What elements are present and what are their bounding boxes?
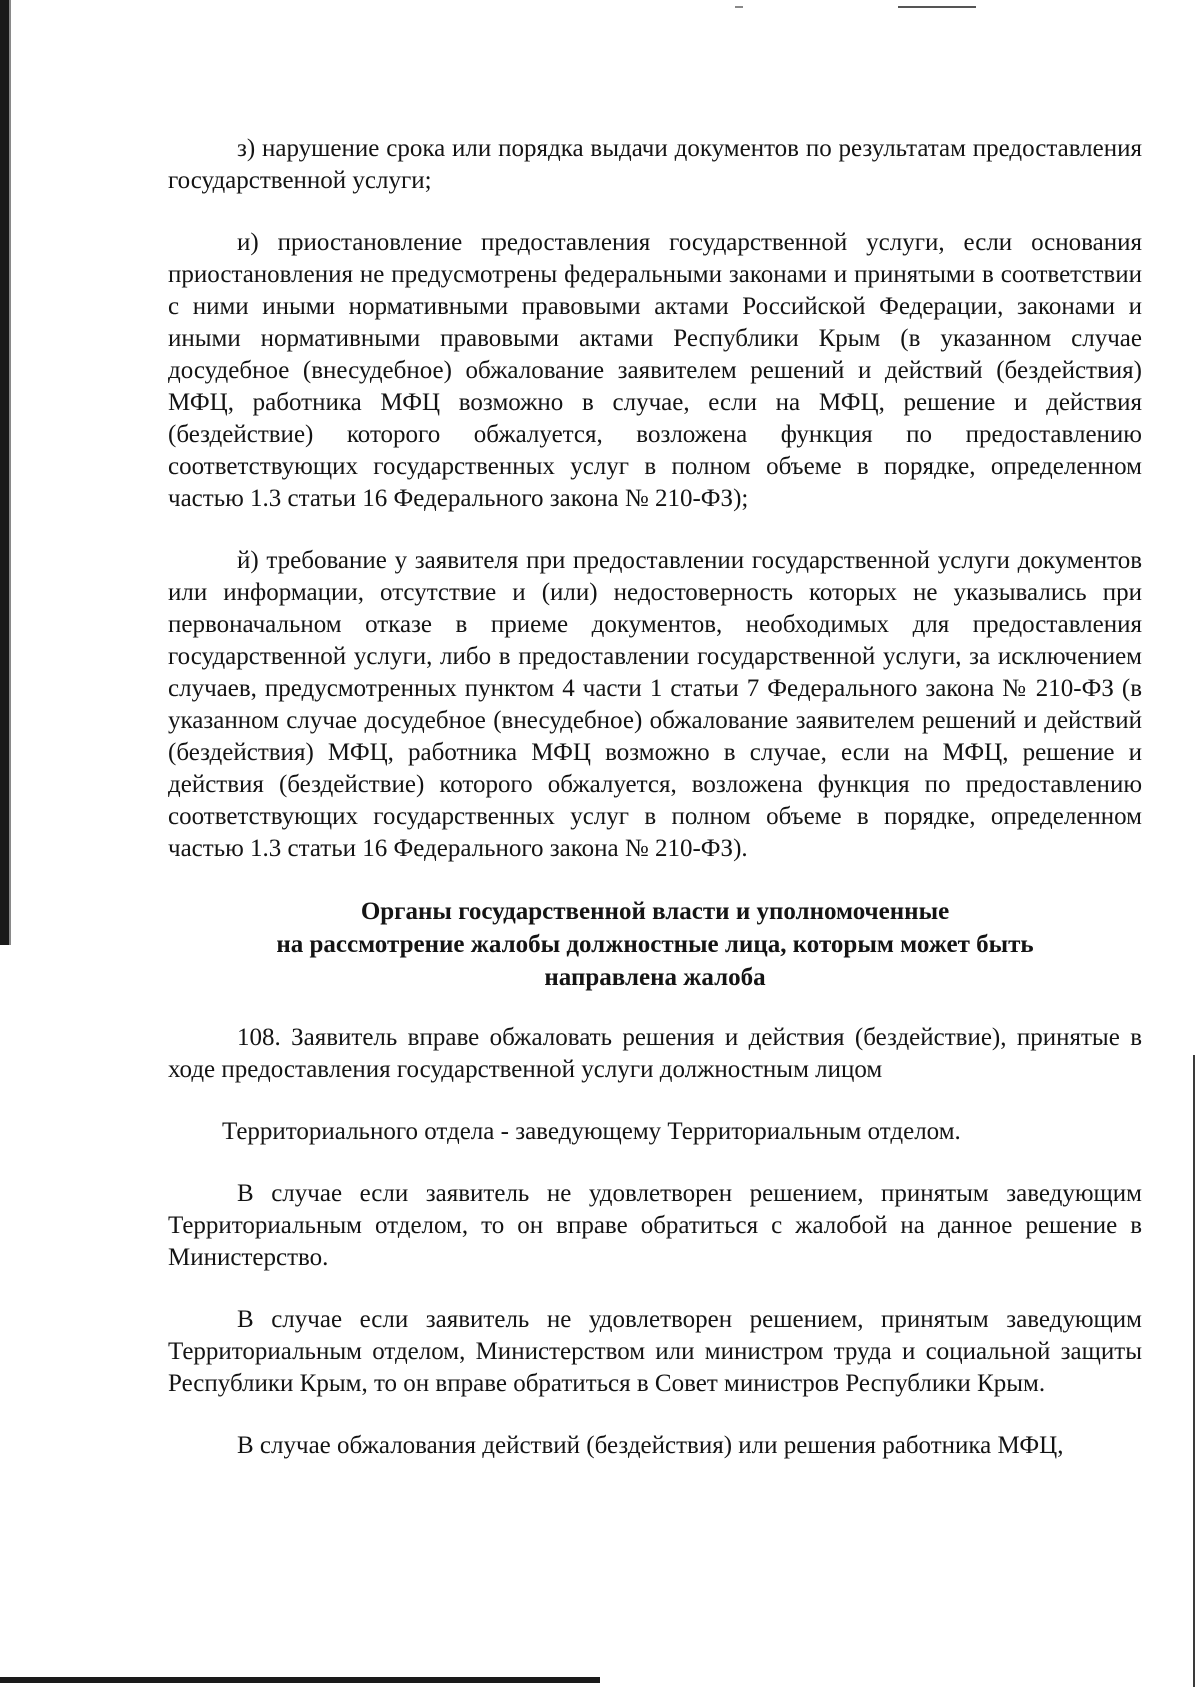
scan-edge-left [0, 0, 9, 945]
section-heading [168, 895, 1142, 994]
scan-edge-bottom [0, 1677, 600, 1683]
spacer [168, 994, 1142, 1022]
scan-edge-left-thin [9, 0, 11, 945]
paragraph-y: й) требование у заявителя при предоставлении государственной услуги документов или информации, отсутствие и (или) недостоверность которых не указывались при первоначальном отказе в приеме документов, необходимых для предоставления государственной услуги, либо в предоставлении государственной услуги, за исключением случаев, предусмотренных пунктом 4 части 1 статьи 7 Федерального закона № 210-ФЗ (в указанном случае досудебное (внесудебное) обжалование заявителем решений и действий (бездействия) МФЦ, работника МФЦ возможно в случае, если на МФЦ, решение и действия (бездействие) которого обжалуется, возложена функция по предоставлению соответствующих государственных услуг в полном объеме в порядке, определенном частью 1.3 статьи 16 Федерального закона № 210-ФЗ). [168, 547, 1142, 862]
heading-line-2: на рассмотрение жалобы должностные лица, которым может быть [276, 931, 1034, 958]
spacer [168, 1086, 1142, 1116]
heading-line-1: Органы государственной власти и уполномоченные [360, 898, 950, 925]
heading-line-3: направлена жалоба [544, 964, 766, 991]
spacer [168, 1274, 1142, 1304]
scan-edge-right [1193, 1055, 1195, 1687]
spacer [168, 865, 1142, 895]
paragraph-z: з) нарушение срока или порядка выдачи документов по результатам предоставления государственной услуги; [168, 135, 1142, 194]
spacer [168, 1400, 1142, 1430]
spacer [168, 515, 1142, 545]
document-page [168, 133, 1142, 1462]
spacer [168, 197, 1142, 227]
paragraph-i: и) приостановление предоставления государственной услуги, если основания приостановления не предусмотрены федеральными законами и принятыми в соответствии с ними иными нормативными правовыми актами Российской Федерации, законами и иными нормативными правовыми актами Республики Крым (в указанном случае досудебное (внесудебное) обжалование заявителем решений и действий (бездействия) МФЦ, работника МФЦ возможно в случае, если на МФЦ, решение и действия (бездействие) которого обжалуется, возложена функция по предоставлению соответствующих государственных услуг в полном объеме в порядке, определенном частью 1.3 статьи 16 Федерального закона № 210-ФЗ); [168, 229, 1142, 512]
paragraph-108: 108. Заявитель вправе обжаловать решения и действия (бездействие), принятые в ходе предоставления государственной услуги должностным лицом [168, 1024, 1142, 1083]
paragraph-territorial-department: Территориального отдела - заведующему Территориальным отделом. [222, 1118, 961, 1145]
paragraph-mfc: В случае обжалования действий (бездействия) или решения работника МФЦ, [237, 1432, 1064, 1459]
spacer [168, 1148, 1142, 1178]
paragraph-ministry: В случае если заявитель не удовлетворен решением, принятым заведующим Территориальным отделом, то он вправе обратиться с жалобой на данное решение в Министерство. [168, 1180, 1142, 1271]
paragraph-council: В случае если заявитель не удовлетворен решением, принятым заведующим Территориальным отделом, Министерством или министром труда и социальной защиты Республики Крым, то он вправе обратиться в Совет министров Республики Крым. [168, 1306, 1142, 1397]
scan-dot-top [735, 6, 743, 8]
scan-mark-top [898, 6, 976, 8]
